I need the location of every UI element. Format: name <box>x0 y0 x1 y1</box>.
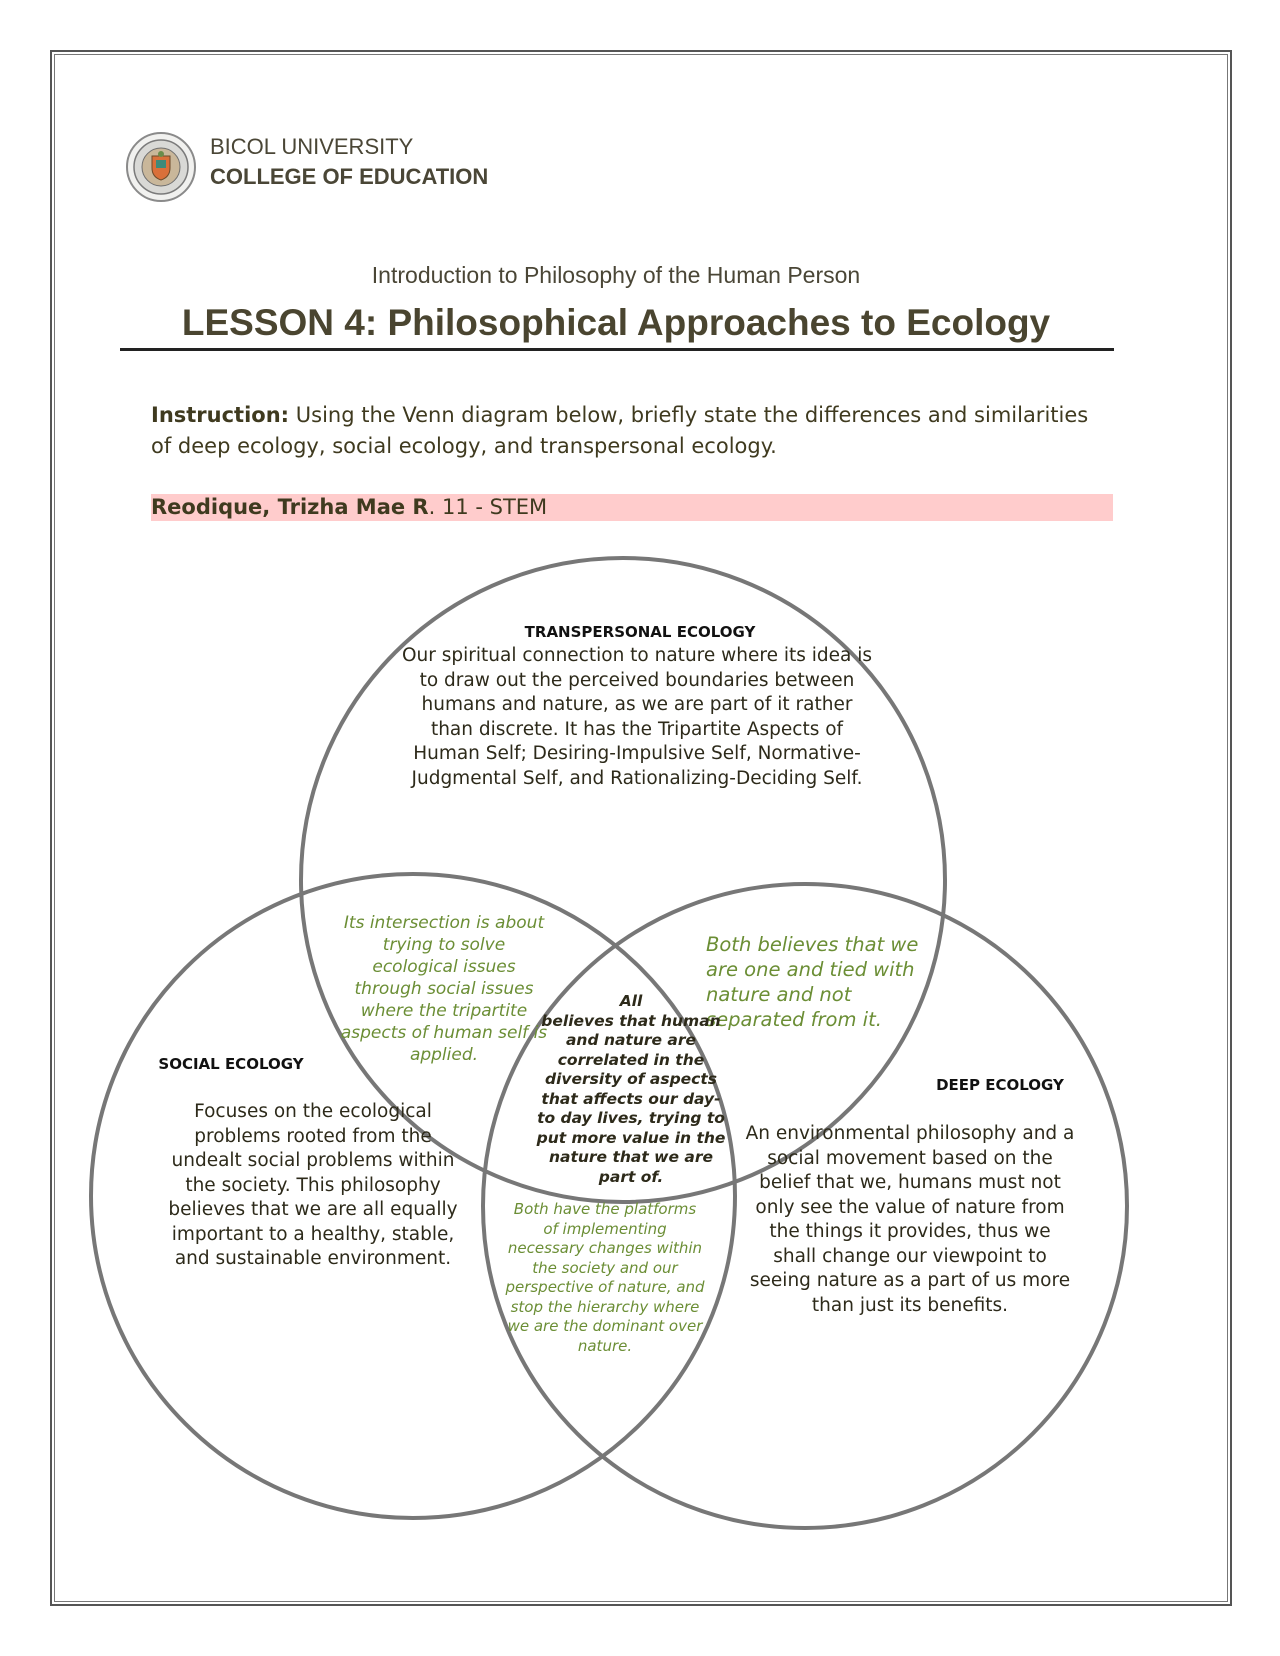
college-name: COLLEGE OF EDUCATION <box>210 164 489 189</box>
instruction-label: Instruction: <box>151 403 290 427</box>
deep-heading: DEEP ECOLOGY <box>936 1076 1064 1094</box>
lesson-title: LESSON 4: Philosophical Approaches to Ecology <box>181 302 1051 343</box>
all-three-label: All <box>619 992 643 1010</box>
student-section: . 11 - STEM <box>428 495 548 519</box>
student-name: Reodique, Trizha Mae R <box>151 495 429 519</box>
social-heading: SOCIAL ECOLOGY <box>158 1055 304 1073</box>
social-deep-text: Both have the platforms of implementing necessary changes within the society and our perspective of nature, and stop the hierarchy where we are the dominant over nature. <box>505 1200 705 1355</box>
social-text: Focuses on the ecological problems rooted from the undealt social problems within the society. This philosophy believes that we are all equally important to a healthy, stable, and sustainable environment. <box>168 1101 458 1269</box>
transpersonal-text: Our spiritual connection to nature where its idea is to draw out the perceived boundaries between humans and nature, as we are part of it rather than discrete. It has the Tripartite Aspects of Human Self; Desiring-Impulsive Self, Normative-Judgmental Self, and Rationalizing-Deciding Self. <box>401 645 872 789</box>
university-name: BICOL UNIVERSITY <box>210 134 414 159</box>
transpersonal-deep-text: Both believes that we are one and tied with nature and not separated from it. <box>706 933 919 1031</box>
instruction-text: Using the Venn diagram below, briefly state the differences and similarities of deep ecology, social ecology, and transpersonal ecology. <box>151 403 1089 458</box>
course-title: Introduction to Philosophy of the Human Person <box>371 262 861 288</box>
all-three-body: believes that human and nature are correlated in the diversity of aspects that affects our day-to day lives, trying to put more value in the nature that we are part of. <box>536 1011 726 1186</box>
all-three-text <box>536 992 726 1187</box>
deep-text: An environmental philosophy and a social movement based on the belief that we, humans must not only see the value of nature from the things it provides, thus we shall change our viewpoint to seeing nature as a part of us more than just its benefits. <box>745 1123 1075 1316</box>
transpersonal-heading: TRANSPERSONAL ECOLOGY <box>524 623 756 641</box>
social-transpersonal-text: Its intersection is about trying to solve ecological issues through social issues where the tripartite aspects of human self is applied. <box>340 913 548 1065</box>
